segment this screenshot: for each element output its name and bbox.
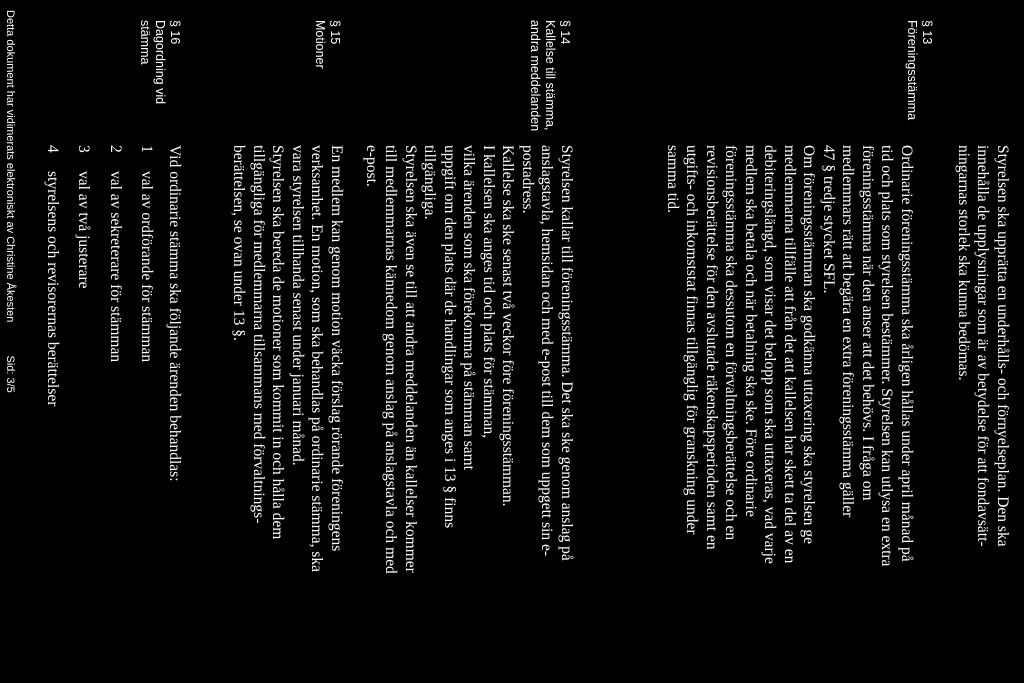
section-14-sidebar — [527, 20, 572, 135]
text-line: postadress. — [519, 145, 536, 214]
section-15-sidebar — [312, 20, 342, 135]
intro-line: Styrelsen ska upprätta en underhålls- och förnyelseplan. Den ska — [994, 145, 1011, 547]
text-line: Om föreningsstämman ska godkänna uttaxering ska styrelsen ge — [800, 145, 818, 545]
text-line: till medlemmarnas kännedom genom anslag på anslagstavla och med — [382, 145, 400, 574]
text-line: Ordinarie föreningsstämma ska årligen hållas under april månad på — [898, 145, 915, 562]
section-14-body — [362, 145, 577, 665]
section-16-number: § 16 — [168, 20, 182, 45]
text-line: berättelsen, se ovan under 13 §. — [230, 145, 248, 341]
text-line: revisionsberättelse för den avslutade räkenskapsperioden samt en — [703, 145, 720, 550]
section-14-title-line: Kallelse till stämma, — [543, 20, 557, 131]
section-14-title-line: andra meddelanden — [528, 20, 542, 132]
section-13-title: Föreningsstämma — [905, 20, 919, 121]
text-line: utgifts- och inkomststat finnas tillgänglig för granskning under — [683, 145, 701, 535]
agenda-item-number: 3 — [75, 145, 93, 153]
agenda-item-text: val av sekreterare för stämman — [107, 171, 124, 363]
text-line: samma tid. — [664, 145, 681, 214]
text-line: e-post. — [363, 145, 380, 187]
text-line: Styrelsen ska bereda de motioner som kommit in och hålla dem — [269, 145, 287, 540]
section-14-paragraph-3 — [420, 145, 498, 665]
text-line: föreningsstämma ska dessutom en förvaltningsberättelse och en — [722, 145, 740, 541]
section-15-paragraph-2 — [229, 145, 288, 665]
section-14-paragraph-2 — [498, 145, 518, 665]
text-line: En medlem kan genom motion väcka förslag rörande föreningens — [328, 145, 345, 552]
text-line: debiteringslängd, som visar det belopp som ska uttaxeras, vad varje — [761, 145, 779, 564]
section-14-paragraph-1 — [518, 145, 577, 665]
agenda-item-text: val av ordförande för stämman — [138, 171, 156, 363]
agenda-item-text: styrelsens och revisorernas berättelser — [44, 171, 61, 407]
text-line: anslagstavla, hemsidan och med e-post till dem som uppgett sin e- — [538, 145, 556, 557]
text-line: verksamhet. En motion, som ska behandlas på ordinarie stämma, ska — [308, 145, 326, 573]
section-13-sidebar — [904, 20, 934, 135]
text-line: I kallelsen ska anges tid och plats för stämman, — [480, 145, 497, 439]
section-13-paragraph-2 — [663, 145, 819, 665]
text-line: vara styrelsen tillhanda senast under januari månad. — [289, 145, 306, 466]
text-line: tid och plats som styrelsen bestämmer. Styrelsen kan utlysa en extra — [878, 145, 896, 567]
text-line: vilka ärenden som ska förekomma på stämman samt — [460, 145, 478, 470]
agenda-item — [74, 145, 94, 665]
agenda-item — [43, 145, 63, 665]
page-number: Sid: 3/5 — [4, 355, 16, 393]
section-14-paragraph-4 — [362, 145, 421, 665]
section-13-number: § 13 — [920, 20, 934, 45]
intro-line: ningarnas storlek ska kunna bedömas. — [955, 145, 972, 381]
text-line: medlemmars rätt att begära en extra föreningsstämma gäller — [839, 145, 857, 518]
section-16-body — [43, 145, 185, 665]
spacer — [157, 145, 165, 665]
section-15-paragraph-1 — [288, 145, 347, 665]
agenda-item-number: 2 — [107, 145, 124, 153]
section-15-title: Motioner — [313, 20, 327, 69]
text-line: tillgängliga för medlemmarna tillsammans med förvaltnings- — [250, 145, 267, 524]
section-16-title-line: Dagordning vid — [153, 20, 167, 105]
section-13-paragraph-1 — [819, 145, 917, 665]
text-line: Styrelsen kallar till föreningsstämma. Det ska ske genom anslag på — [558, 145, 575, 561]
intro-line: innehålla de upplysningar som är av betydelse för att fondavsätt- — [974, 145, 992, 547]
agenda-item — [137, 145, 157, 665]
section-15-body — [229, 145, 346, 665]
agenda-item — [106, 145, 126, 665]
agenda-item-number: 4 — [44, 145, 61, 153]
text-line: 47 § tredje stycket SFL. — [820, 145, 837, 294]
footer-text: Detta dokument har vidimerats elektroniskt av Christine Åkesten — [4, 10, 16, 323]
text-line: föreningsstämma när den anser att det behövs. I fråga om — [859, 145, 876, 501]
agenda-item-text: val av två justerare — [75, 171, 93, 289]
text-line: medlemmarna tillfälle att från det att kallelsen har skett ta del av en — [781, 145, 798, 564]
text-line: uppgift om den plats där de handlingar som anges i 13 § finns — [441, 145, 458, 529]
section-16-sidebar — [137, 20, 182, 135]
text-line: tillgängliga. — [421, 145, 439, 220]
text-line: Styrelsen ska även se till att andra meddelanden än kallelser kommer — [402, 145, 419, 573]
section-16-title-line: stämma — [138, 20, 152, 65]
verification-footer — [4, 10, 16, 670]
section-13-body — [663, 145, 917, 665]
text-line: medlem ska betala och när betalning ska ske. Före ordinarie — [742, 145, 759, 517]
section-16-intro: Vid ordinarie stämma ska följande ärenden behandlas: — [166, 145, 183, 482]
section-14-number: § 14 — [558, 20, 572, 45]
agenda-item-number: 1 — [138, 145, 156, 153]
section-15-number: § 15 — [328, 20, 342, 45]
intro-paragraph — [954, 145, 1013, 665]
text-line: Kallelse ska ske senast två veckor före föreningsstämman. — [499, 145, 517, 507]
